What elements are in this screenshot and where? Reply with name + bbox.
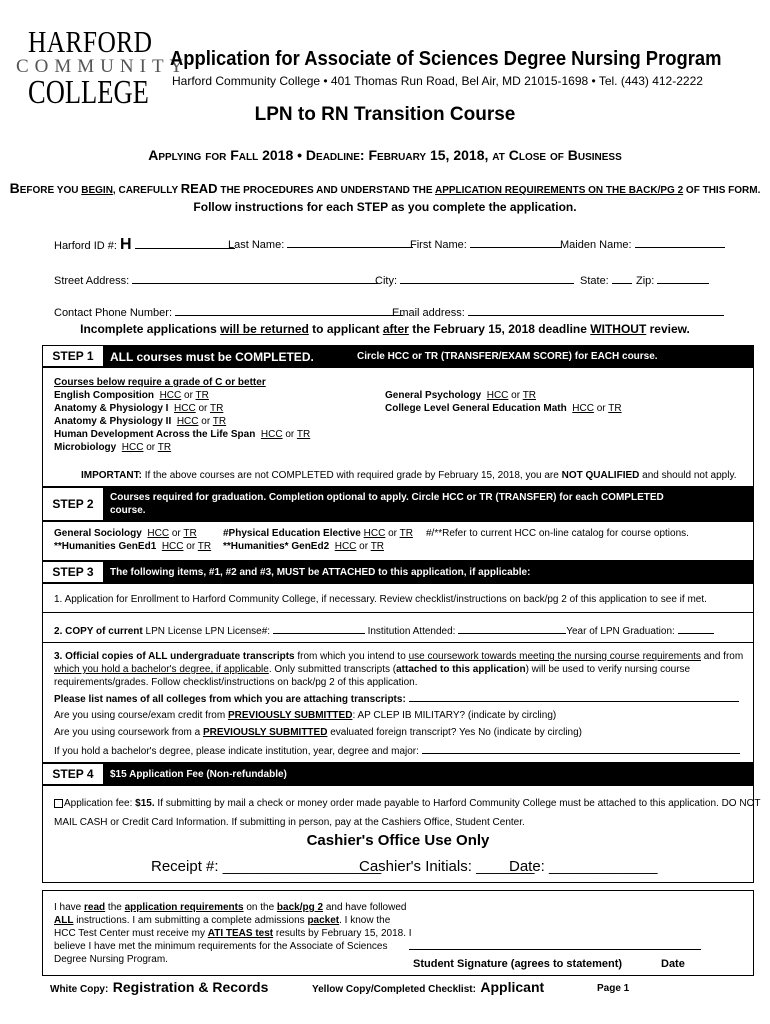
item3-text-a: from which you intend to [294, 651, 409, 662]
st-l2b: instructions. I am submitting a complete admissions [73, 915, 308, 926]
course-tr-option[interactable]: TR [608, 403, 622, 414]
step3-item3-line3: requirements/grades. Follow checklist/instructions on back/pg 2 of this application. [54, 677, 418, 688]
important-text-c: and should not apply. [639, 470, 737, 481]
zip-label: Zip: [636, 275, 655, 287]
city-label: City: [375, 275, 397, 287]
step1-left-course-row [54, 429, 310, 442]
course-hcc-option[interactable]: HCC [174, 403, 196, 414]
humanities1-tr[interactable]: TR [197, 541, 212, 552]
statement-line-2 [54, 914, 412, 927]
follow-instructions: Follow instructions for each STEP as you complete the application. [193, 200, 577, 214]
white-copy-dest: Registration & Records [112, 979, 269, 995]
step1-right-course-row [385, 390, 622, 403]
course-name: Human Development Across the Life Span [54, 429, 256, 440]
st-l3b: ATI TEAS test [207, 928, 274, 939]
item3-text-b: and from [700, 651, 744, 662]
step1-right-course-row [385, 403, 622, 416]
course-hcc-option[interactable]: HCC [159, 390, 182, 401]
step3-label: STEP 3 [42, 561, 104, 583]
pe-tr[interactable]: TR [399, 528, 413, 539]
maiden-name-label: Maiden Name: [560, 239, 632, 251]
first-name-input[interactable] [470, 237, 562, 248]
step2-course-humanities1 [54, 541, 211, 552]
course-name: Microbiology [54, 442, 117, 453]
st-l1b: read [84, 902, 106, 913]
step1-header [42, 345, 754, 367]
harford-id-label: Harford ID #: [54, 240, 117, 252]
course-tr-option[interactable]: TR [157, 442, 172, 453]
phone-label: Contact Phone Number: [54, 307, 173, 319]
step3-main: The following items, #1, #2 and #3, MUST be ATTACHED to this application, if applicable: [110, 567, 531, 578]
logo-harford: HARFORD [28, 24, 153, 59]
street-label: Street Address: [54, 275, 130, 287]
phone-field[interactable] [54, 305, 403, 319]
statement-line-5: Degree Nursing Program. [54, 954, 168, 965]
course-tr-option[interactable]: TR [296, 429, 311, 440]
pe-hcc[interactable]: HCC [363, 528, 386, 539]
course-or: or [201, 416, 211, 427]
sociology-hcc[interactable]: HCC [147, 528, 170, 539]
step2-label: STEP 2 [42, 487, 104, 521]
statement-line-4: believe I have met the minimum requirements for the Associate of Sciences [54, 941, 388, 952]
incomplete-text-a: Incomplete applications [80, 322, 221, 336]
signature-line[interactable] [409, 949, 701, 950]
last-name-field[interactable] [228, 237, 413, 251]
fee-text-c: If submitting by mail a check or money order made payable to Harford Community College must be attached to this application. DO NOT [154, 798, 761, 809]
course-tr-option[interactable]: TR [210, 403, 224, 414]
email-label: Email address: [392, 307, 465, 319]
graduation-year-input[interactable] [678, 624, 714, 634]
foreign-transcript-question[interactable] [54, 727, 582, 738]
st-l3a: HCC Test Center must receive my [54, 928, 208, 939]
course-tr-option[interactable]: TR [195, 390, 209, 401]
st-l2c: packet [307, 915, 340, 926]
statement-line-1 [54, 901, 412, 914]
step3-item2 [54, 624, 714, 637]
step1-label: STEP 1 [42, 345, 104, 367]
humanities1-hcc[interactable]: HCC [161, 541, 184, 552]
item3-line2-c: attached to this application [396, 664, 526, 675]
step1-left-course-row [54, 403, 310, 416]
course-name: College Level General Education Math [385, 403, 567, 414]
course-or: or [285, 429, 295, 440]
humanities1-label: **Humanities GenEd1 [54, 541, 157, 552]
white-copy-label: White Copy: [50, 984, 109, 995]
zip-field[interactable] [636, 273, 709, 287]
step2-course-humanities2 [223, 541, 384, 552]
cashier-date-field[interactable]: Date: _____________ [509, 858, 658, 875]
course-or: or [596, 403, 606, 414]
step4-header [42, 763, 754, 785]
bachelor-label: If you hold a bachelor's degree, please indicate institution, year, degree and major: [54, 746, 419, 757]
course-or: or [146, 442, 156, 453]
form-title: Application for Associate of Sciences Degree Nursing Program [170, 48, 722, 70]
important-text-b: NOT QUALIFIED [561, 470, 640, 481]
colleges-label: Please list names of all colleges from which you are attaching transcripts [54, 694, 403, 705]
item3-bold: 3. Official copies of ALL undergraduate transcripts [54, 651, 295, 662]
item2-license-label: LPN License LPN License#: [142, 626, 273, 637]
step1-body [42, 367, 754, 487]
incomplete-text-e: the February 15, 2018 deadline [408, 322, 591, 336]
important-text-a: If the above courses are not COMPLETED with required grade by February 15, 2018, you are [141, 470, 562, 481]
last-name-label: Last Name: [228, 239, 285, 251]
signature-date-label: Date [661, 958, 685, 970]
step3-divider-2 [43, 642, 753, 643]
step1-left-course-row [54, 442, 310, 455]
sociology-tr[interactable]: TR [183, 528, 197, 539]
cashier-title: Cashier's Office Use Only [306, 832, 490, 849]
before-read: READ [180, 181, 218, 196]
state-input[interactable] [612, 273, 632, 284]
course-hcc-option[interactable]: HCC [572, 403, 594, 414]
before-you-begin [0, 180, 770, 196]
step1-note: Circle HCC or TR (TRANSFER/EXAM SCORE) for EACH course. [357, 351, 658, 362]
credit-underlined: PREVIOUSLY SUBMITTED [227, 710, 353, 721]
bachelor-field[interactable] [54, 744, 740, 757]
phone-input[interactable] [175, 305, 403, 316]
humanities2-or: or [359, 541, 369, 552]
city-field[interactable] [375, 273, 574, 287]
st-l1d: application requirements [124, 902, 244, 913]
step4-main: $15 Application Fee (Non-refundable) [110, 769, 287, 780]
step3-item3-line1 [54, 651, 743, 662]
street-field[interactable] [54, 273, 378, 287]
yellow-copy-dest: Applicant [480, 979, 545, 995]
footer-white-copy [50, 979, 268, 997]
before-begin: BEGIN [81, 185, 113, 196]
maiden-name-input[interactable] [635, 237, 725, 248]
before-text-4: OF THIS FORM. [683, 185, 761, 196]
step4-label: STEP 4 [42, 763, 104, 785]
colleges-input[interactable] [409, 692, 739, 702]
humanities1-or: or [186, 541, 196, 552]
item2-institution-label: Institution Attended: [364, 626, 459, 637]
colleges-field[interactable]: Please list names of all colleges from which you are attaching transcripts: [54, 692, 739, 705]
st-l1c: the [105, 902, 125, 913]
email-input[interactable] [468, 305, 724, 316]
course-name: Anatomy & Physiology I [54, 403, 169, 414]
license-number-input[interactable] [273, 624, 365, 634]
page-number: Page 1 [597, 983, 630, 994]
item2-year-label: Year of LPN Graduation: [566, 626, 678, 637]
incomplete-text-c: to applicant [308, 322, 383, 336]
pe-label: #Physical Education Elective [223, 528, 361, 539]
fee-amount: $15. [135, 798, 155, 809]
step3-divider-1 [43, 612, 753, 613]
course-or: or [184, 390, 193, 401]
st-l1e: on the [243, 902, 277, 913]
before-text-3: THE PROCEDURES AND UNDERSTAND THE [217, 185, 435, 196]
maiden-name-field[interactable] [560, 237, 725, 251]
humanities2-label: **Humanities* GenEd2 [223, 541, 330, 552]
step2-body [42, 521, 754, 561]
course-or: or [511, 390, 521, 401]
receipt-field[interactable]: Receipt #: ___________________ [151, 858, 382, 875]
yellow-copy-label: Yellow Copy/Completed Checklist: [312, 984, 476, 995]
foreign-text-b: evaluated foreign transcript? Yes No (indicate by circling) [327, 727, 583, 738]
logo-college: COLLEGE [28, 74, 149, 111]
course-hcc-option[interactable]: HCC [486, 390, 509, 401]
course-name: General Psychology [385, 390, 482, 401]
incomplete-text-f: WITHOUT [590, 322, 647, 336]
step3-item3-line2 [54, 664, 690, 675]
statement-text [54, 901, 412, 966]
street-input[interactable] [132, 273, 378, 284]
cashier-initials-field[interactable]: Cashier's Initials: _______ [359, 858, 535, 875]
before-initial: B [9, 180, 20, 196]
st-l1g: and have followed [323, 902, 407, 913]
last-name-input[interactable] [287, 237, 413, 248]
credit-text-b: : AP CLEP IB MILITARY? (indicate by circling) [352, 710, 557, 721]
incomplete-text-d: after [382, 322, 409, 336]
incomplete-text-g: review. [646, 322, 690, 336]
humanities2-tr[interactable]: TR [370, 541, 385, 552]
incomplete-text-b: will be returned [220, 322, 309, 336]
signature-label: Student Signature (agrees to statement) [413, 958, 623, 970]
state-field[interactable] [580, 273, 632, 287]
step2-course-sociology [54, 528, 197, 539]
step1-important [81, 470, 736, 481]
sociology-or: or [171, 528, 181, 539]
important-label: IMPORTANT: [81, 470, 142, 481]
step4-body [42, 785, 761, 883]
st-l3c: results by February 15, 2018. I [273, 928, 412, 939]
step2-note: #/**Refer to current HCC on-line catalog for course options. [426, 528, 689, 539]
course-name: English Composition [54, 390, 154, 401]
step3-header [42, 561, 754, 583]
fee-checkbox[interactable] [54, 799, 63, 808]
foreign-text-a: Are you using coursework from a [54, 727, 203, 738]
before-text-1: EFORE YOU [19, 185, 82, 196]
pe-or: or [388, 528, 397, 539]
city-input[interactable] [400, 273, 574, 284]
foreign-underlined: PREVIOUSLY SUBMITTED [202, 727, 328, 738]
harford-id-field[interactable] [54, 236, 235, 254]
st-l1f: back/pg 2 [276, 902, 324, 913]
item2-num: 2 [54, 626, 60, 637]
fee-line-2: MAIL CASH or Credit Card Information. If submitting in person, pay at the Cashiers Office, Student Center. [54, 817, 525, 828]
state-label: State: [580, 275, 609, 287]
step2-course-pe [223, 528, 413, 539]
fee-text-a: Application fee: [64, 798, 136, 809]
course-hcc-option[interactable]: HCC [260, 429, 283, 440]
first-name-label: First Name: [410, 239, 467, 251]
college-address: Harford Community College • 401 Thomas Run Road, Bel Air, MD 21015-1698 • Tel. (443) 412-2222 [172, 74, 703, 88]
statement-box [42, 890, 754, 976]
step2-text1: Courses required for graduation. Completion optional to apply. Circle HCC or TR (TRANSFER) for each COMPLETED [110, 492, 664, 503]
before-text-2: , CAREFULLY [112, 185, 181, 196]
email-field[interactable] [392, 305, 724, 319]
before-requirements: APPLICATION REQUIREMENTS ON THE BACK/PG 2 [434, 185, 684, 196]
zip-input[interactable] [657, 273, 709, 284]
step2-text2: course. [110, 505, 146, 516]
humanities2-hcc[interactable]: HCC [334, 541, 357, 552]
course-tr-option[interactable]: TR [212, 416, 227, 427]
item3-line2-d: ) will be used to verify nursing course [525, 664, 691, 675]
course-name: Anatomy & Physiology II [54, 416, 172, 427]
item3-line2-b: . Only submitted transcripts ( [268, 664, 397, 675]
st-l2a: ALL [54, 915, 74, 926]
step1-left-course-row [54, 416, 310, 429]
step3-body [42, 583, 754, 763]
step1-left-courses [54, 390, 310, 455]
credit-text-a: Are you using course/exam credit from [54, 710, 228, 721]
step1-main: ALL courses must be COMPLETED. [110, 350, 314, 364]
footer-yellow-copy [312, 979, 544, 997]
step2-header [42, 487, 754, 521]
step1-heading: Courses below require a grade of C or better [54, 377, 266, 388]
course-title: LPN to RN Transition Course [254, 104, 516, 125]
step1-left-course-row [54, 390, 310, 403]
bachelor-input[interactable] [422, 744, 740, 754]
institution-input[interactable] [458, 624, 566, 634]
statement-line-3 [54, 927, 412, 940]
sociology-label: General Sociology [54, 528, 142, 539]
step1-right-courses [385, 390, 622, 416]
harford-id-prefix: H [120, 236, 132, 253]
st-l2d: . I know the [339, 915, 391, 926]
course-tr-option[interactable]: TR [522, 390, 537, 401]
item3-underlined: use coursework towards meeting the nursing course requirements [408, 651, 701, 662]
course-hcc-option[interactable]: HCC [121, 442, 144, 453]
course-hcc-option[interactable]: HCC [176, 416, 199, 427]
harford-id-input[interactable] [135, 238, 235, 249]
prior-credit-question[interactable] [54, 710, 556, 721]
item3-line2-a: which you hold a bachelor's degree, if applicable [54, 664, 269, 675]
fee-line-1 [54, 798, 760, 809]
first-name-field[interactable] [410, 237, 562, 251]
deadline-banner: Applying for Fall 2018 • Deadline: February 15, 2018, at Close of Business [148, 147, 622, 163]
step3-item1: 1. Application for Enrollment to Harford Community College, if necessary. Review checklist/instructions on back/pg 2 of this application to see if met. [54, 594, 707, 605]
logo-community: COMMUNITY [16, 56, 190, 77]
st-l1a: I have [54, 902, 85, 913]
course-or: or [198, 403, 208, 414]
incomplete-warning [0, 322, 770, 336]
item2-bold: . COPY of current [59, 626, 143, 637]
